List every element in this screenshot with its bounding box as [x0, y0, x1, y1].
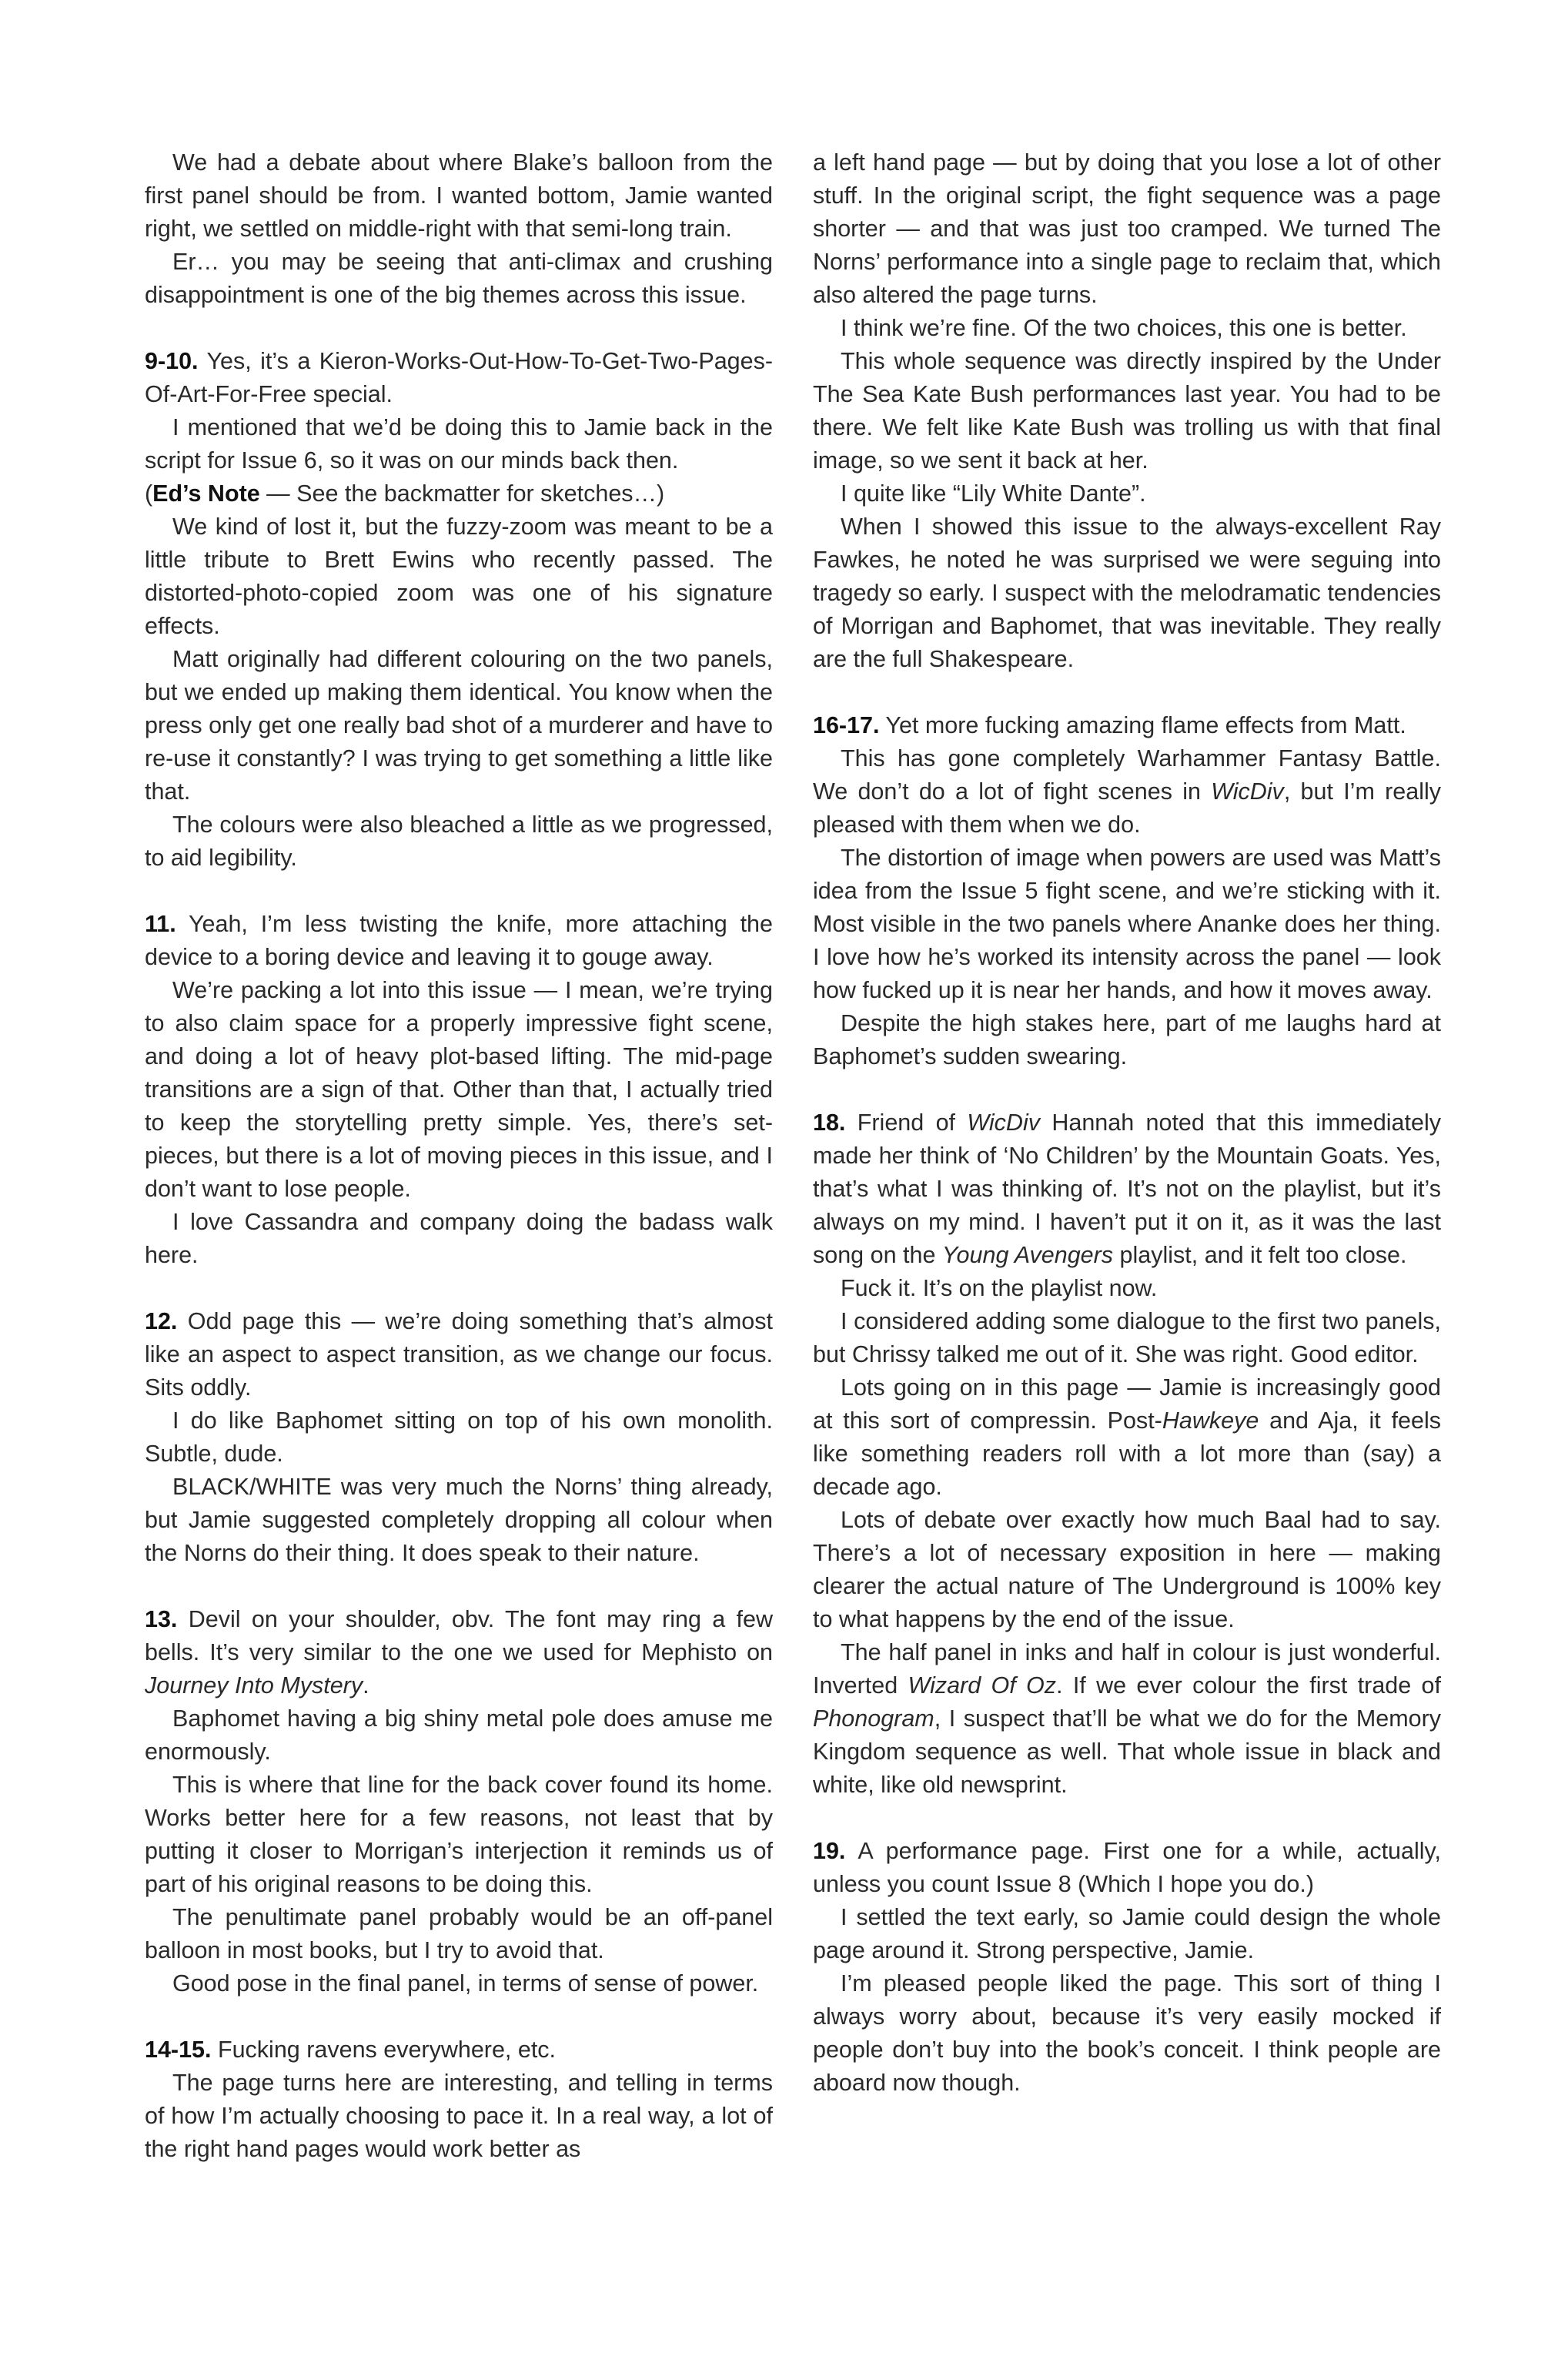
paragraph: I think we’re fine. Of the two choices, this one is better.	[841, 315, 1407, 341]
italic-title: Journey Into Mystery	[145, 1672, 363, 1699]
paragraph-text: Friend of	[857, 1110, 968, 1136]
paragraph: The page turns here are interesting, and telling in terms of how I’m actually choosing to pace it. In a real way, a lot of the right hand pages would work better as	[145, 2070, 773, 2162]
paragraph: Matt originally had different colouring on the two panels, but we ended up making them identical. You know when the press only get one really bad shot of a murderer and have to re-use it constantly? I was trying to get something a little like that.	[145, 646, 773, 805]
paragraph-text: , but I’m really pleased with them when we do.	[813, 778, 1441, 838]
paragraph: The penultimate panel probably would be an off-panel balloon in most books, but I try to avoid that.	[145, 1904, 773, 1963]
section-9-10	[145, 345, 773, 411]
section-16-17	[813, 709, 1441, 742]
paragraph: The distortion of image when powers are used was Matt’s idea from the Issue 5 fight scene, and we’re sticking with it. Most visible in the two panels where Ananke does her thing. I love how he’s worked its intensity across the panel — look how fucked up it is near her hands, and how it moves away.	[813, 845, 1441, 1003]
italic-title: Hawkeye	[1162, 1407, 1259, 1434]
italic-title: Wizard Of Oz	[908, 1672, 1057, 1699]
paragraph: Despite the high stakes here, part of me laughs hard at Baphomet’s sudden swearing.	[813, 1010, 1441, 1069]
paragraph-text: A performance page. First one for a while, actually, unless you count Issue 8 (Which I hope you do.)	[813, 1838, 1441, 1897]
paragraph: The colours were also bleached a little as we progressed, to aid legibility.	[145, 812, 773, 871]
paragraph-text: .	[363, 1672, 369, 1699]
section-18	[813, 1106, 1441, 1272]
paragraph: This is where that line for the back cover found its home. Works better here for a few reasons, not least that by putting it closer to Morrigan’s interjection it reminds us of part of his original reasons to be doing this.	[145, 1772, 773, 1897]
section-number: 14-15.	[145, 2037, 212, 2063]
paragraph: Er… you may be seeing that anti-climax and crushing disappointment is one of the big themes across this issue.	[145, 249, 773, 308]
paragraph: We’re packing a lot into this issue — I mean, we’re trying to also claim space for a properly impressive fight scene, and doing a lot of heavy plot-based lifting. The mid-page transitions are a sign of that. Other than that, I actually tried to keep the storytelling pretty simple. Yes, there’s set-pieces, but there is a lot of moving pieces in this issue, and I don’t want to lose people.	[145, 977, 773, 1202]
italic-title: Young Avengers	[941, 1242, 1114, 1268]
eds-note	[145, 477, 773, 510]
left-column	[145, 146, 773, 2166]
paragraph-text: Yeah, I’m less twisting the knife, more attaching the device to a boring device and leaving it to gouge away.	[145, 911, 773, 970]
paragraph-text: Fucking ravens everywhere, etc.	[217, 2037, 557, 2063]
paragraph: I considered adding some dialogue to the first two panels, but Chrissy talked me out of it. She was right. Good editor.	[813, 1308, 1441, 1367]
paragraph	[813, 1636, 1441, 1802]
paragraph: I do like Baphomet sitting on top of his own monolith. Subtle, dude.	[145, 1407, 773, 1467]
eds-note-label: Ed’s Note	[152, 480, 260, 507]
paragraph-text: Yet more fucking amazing flame effects from Matt.	[885, 712, 1406, 738]
paragraph: This whole sequence was directly inspired by the Under The Sea Kate Bush performances last year. You had to be there. We felt like Kate Bush was trolling us with that final image, so we sent it back at her.	[813, 348, 1441, 474]
section-number: 11.	[145, 911, 176, 937]
section-13	[145, 1603, 773, 1702]
paragraph: Lots of debate over exactly how much Baal had to say. There’s a lot of necessary exposition in here — making clearer the actual nature of The Underground is 100% key to what happens by the end of the issue.	[813, 1507, 1441, 1632]
paragraph-text: Devil on your shoulder, obv. The font may ring a few bells. It’s very similar to the one we used for Mephisto on	[145, 1606, 773, 1665]
italic-title: Phonogram	[813, 1705, 934, 1732]
right-column	[813, 146, 1441, 2100]
paragraph: I mentioned that we’d be doing this to Jamie back in the script for Issue 6, so it was on our minds back then.	[145, 414, 773, 474]
paragraph: I settled the text early, so Jamie could design the whole page around it. Strong perspective, Jamie.	[813, 1904, 1441, 1963]
paragraph-text: . If we ever colour the first trade of	[1056, 1672, 1441, 1699]
section-14-15	[145, 2033, 773, 2067]
section-number: 19.	[813, 1838, 846, 1864]
paragraph: Baphomet having a big shiny metal pole does amuse me enormously.	[145, 1705, 773, 1765]
paragraph	[813, 742, 1441, 842]
paragraph	[813, 1371, 1441, 1504]
paragraph: a left hand page — but by doing that you lose a lot of other stuff. In the original script, the fight sequence was a page shorter — and that was just too cramped. We turned The Norns’ performance into a single page to reclaim that, which also altered the page turns.	[813, 149, 1441, 308]
paragraph: Fuck it. It’s on the playlist now.	[841, 1275, 1158, 1301]
paragraph-text: Lots going on in this page — Jamie is increasingly good at this sort of compressin. Post-	[813, 1374, 1441, 1434]
eds-note-open: (	[145, 480, 153, 507]
paragraph-text: Hannah noted that this immediately made her think of ‘No Children’ by the Mountain Goats. Yes, that’s what I was thinking of. It’s not on the playlist, but it’s always on my mind. I haven’t put it on it, as it was the last song on the	[813, 1110, 1441, 1268]
paragraph-text: Odd page this — we’re doing something that’s almost like an aspect to aspect transition, as we change our focus. Sits oddly.	[145, 1308, 773, 1401]
paragraph-text: This has gone completely Warhammer Fantasy Battle. We don’t do a lot of fight scenes in	[813, 745, 1441, 805]
paragraph: I quite like “Lily White Dante”.	[841, 480, 1146, 507]
paragraph-text: Yes, it’s a Kieron-Works-Out-How-To-Get-Two-Pages-Of-Art-For-Free special.	[145, 348, 773, 407]
paragraph: We kind of lost it, but the fuzzy-zoom was meant to be a little tribute to Brett Ewins who recently passed. The distorted-photo-copied zoom was one of his signature effects.	[145, 514, 773, 639]
section-number: 13.	[145, 1606, 178, 1632]
section-number: 18.	[813, 1110, 846, 1136]
section-number: 12.	[145, 1308, 178, 1334]
italic-title: WicDiv	[1211, 778, 1284, 805]
section-number: 16-17.	[813, 712, 880, 738]
italic-title: WicDiv	[967, 1110, 1040, 1136]
section-12	[145, 1305, 773, 1404]
paragraph: I love Cassandra and company doing the badass walk here.	[145, 1209, 773, 1268]
section-19	[813, 1835, 1441, 1901]
paragraph-text: playlist, and it felt too close.	[1113, 1242, 1407, 1268]
paragraph: Good pose in the final panel, in terms of sense of power.	[172, 1970, 759, 1997]
paragraph: I’m pleased people liked the page. This sort of thing I always worry about, because it’s very easily mocked if people don’t buy into the book’s conceit. I think people are aboard now though.	[813, 1970, 1441, 2096]
section-number: 9-10.	[145, 348, 199, 374]
paragraph-text: , I suspect that’ll be what we do for the Memory Kingdom sequence as well. That whole issue in black and white, like old newsprint.	[813, 1705, 1441, 1798]
paragraph-text: The half panel in inks and half in colour is just wonderful. Inverted	[813, 1639, 1441, 1699]
paragraph: BLACK/WHITE was very much the Norns’ thing already, but Jamie suggested completely dropping all colour when the Norns do their thing. It does speak to their nature.	[145, 1474, 773, 1566]
paragraph: We had a debate about where Blake’s balloon from the first panel should be from. I wanted bottom, Jamie wanted right, we settled on middle-right with that semi-long train.	[145, 149, 773, 242]
eds-note-text: — See the backmatter for sketches…)	[259, 480, 665, 507]
paragraph-text: and Aja, it feels like something readers roll with a lot more than (say) a decade ago.	[813, 1407, 1441, 1500]
section-11	[145, 908, 773, 974]
paragraph: When I showed this issue to the always-excellent Ray Fawkes, he noted he was surprised we were seguing into tragedy so early. I suspect with the melodramatic tendencies of Morrigan and Baphomet, that was inevitable. They really are the full Shakespeare.	[813, 514, 1441, 672]
